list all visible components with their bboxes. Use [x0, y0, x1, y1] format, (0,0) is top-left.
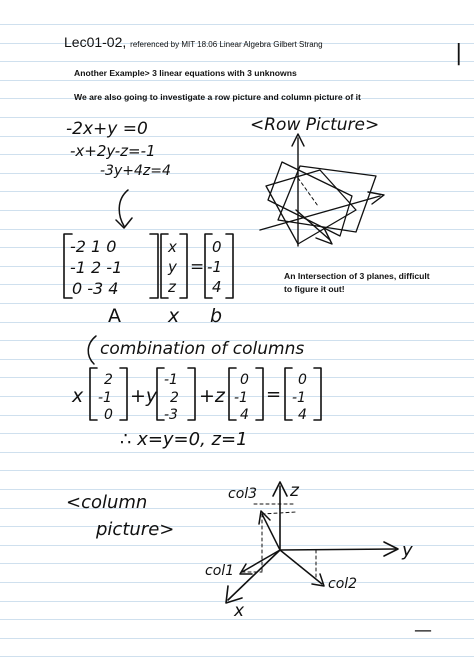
label-A: A: [108, 305, 121, 327]
col1-entry-1: 2: [104, 372, 113, 388]
column-picture-label-2: picture>: [96, 519, 175, 540]
col1-entry-3: 0: [104, 407, 113, 423]
col1-label: col1: [205, 563, 235, 579]
matrix-A-row-1: -2 1 0: [70, 237, 117, 256]
column-picture-label-1: <column: [66, 492, 148, 513]
combination-heading: combination of columns: [100, 339, 305, 359]
vector-x-right-bracket: [180, 234, 187, 298]
col3-entry-3: 4: [240, 407, 249, 423]
row-picture-label: <Row Picture>: [250, 115, 380, 135]
column-picture-sketch: [205, 481, 413, 621]
label-b: b: [210, 305, 223, 327]
coefficient-x: x: [72, 385, 84, 407]
y-axis-line: [260, 196, 380, 230]
coefficient-z: +z: [199, 385, 225, 407]
col2-entry-2: 2: [170, 390, 179, 406]
coefficient-y: +y: [130, 385, 158, 407]
rhs-right-bracket: [314, 368, 321, 420]
col2-label: col2: [328, 576, 358, 592]
title-text: Lec01-02,: [64, 34, 127, 50]
matrix-A: [64, 234, 158, 298]
row-picture-caption: An Intersection of 3 planes, difficult to figure it out!: [284, 271, 430, 294]
vector-b: [205, 234, 233, 298]
col2-entry-1: -1: [164, 372, 178, 388]
matrix-equals-sign: =: [190, 257, 205, 277]
col3-entry-2: -1: [234, 390, 248, 406]
combination-open-paren: [88, 336, 96, 364]
column-equals-sign: =: [266, 384, 282, 405]
equation-2: -x+2y-z=-1: [70, 142, 156, 160]
vector-b-entry-2: -1: [207, 258, 222, 276]
matrix-A-row-2: -1 2 -1: [70, 258, 123, 277]
col2-right-bracket: [188, 368, 195, 420]
matrix-A-row-3: 0 -3 4: [72, 279, 119, 298]
vector-x-left-bracket: [161, 234, 168, 298]
col3-label: col3: [228, 486, 258, 502]
rhs-entry-3: 4: [298, 407, 307, 423]
equation-1: -2x+y =0: [66, 119, 148, 139]
col-x-axis-label: x: [234, 601, 245, 621]
col-x-axis-line: [228, 550, 280, 600]
footer-mark: —: [414, 620, 432, 641]
intersection-dashes: [298, 178, 318, 206]
label-x: x: [168, 305, 180, 327]
col2-entry-3: -3: [164, 407, 178, 423]
row-picture-sketch: [260, 134, 384, 246]
solution-line: ∴ x=y=0, z=1: [120, 429, 248, 450]
vector-b-entry-1: 0: [212, 238, 222, 256]
vector-x-entry-3: z: [168, 278, 176, 296]
vector-x-entry-1: x: [168, 238, 177, 256]
plane-2: [278, 166, 376, 232]
col-y-axis-label: y: [402, 540, 413, 561]
col2-left-bracket: [157, 368, 164, 420]
col-z-axis-label: z: [290, 481, 299, 501]
column-equation: [71, 368, 321, 423]
equation-3: -3y+4z=4: [100, 163, 171, 179]
col3-entry-1: 0: [240, 372, 249, 388]
down-arrow: [119, 190, 128, 226]
vector-x: [161, 234, 187, 298]
matrix-A-right-bracket: [150, 234, 158, 298]
vector-x-entry-2: y: [168, 258, 177, 276]
col2-vector-line: [280, 550, 322, 584]
col-y-axis-line: [280, 549, 396, 550]
col3-right-bracket: [256, 368, 263, 420]
rhs-entry-2: -1: [292, 390, 306, 406]
purpose-line: We are also going to investigate a row picture and column picture of it: [74, 92, 361, 102]
col1-right-bracket: [120, 368, 127, 420]
col3-vector-line: [262, 514, 280, 550]
col1-left-bracket: [90, 368, 97, 420]
rhs-entry-1: 0: [298, 372, 307, 388]
vector-b-right-bracket: [226, 234, 233, 298]
rhs-left-bracket: [285, 368, 292, 420]
title-reference: referenced by MIT 18.06 Linear Algebra Gilbert Strang: [130, 40, 323, 49]
vector-b-entry-3: 4: [212, 278, 222, 296]
example-line: Another Example> 3 linear equations with 3 unknowns: [74, 68, 297, 78]
col1-entry-2: -1: [98, 390, 112, 406]
corner-mark: |: [455, 41, 463, 66]
